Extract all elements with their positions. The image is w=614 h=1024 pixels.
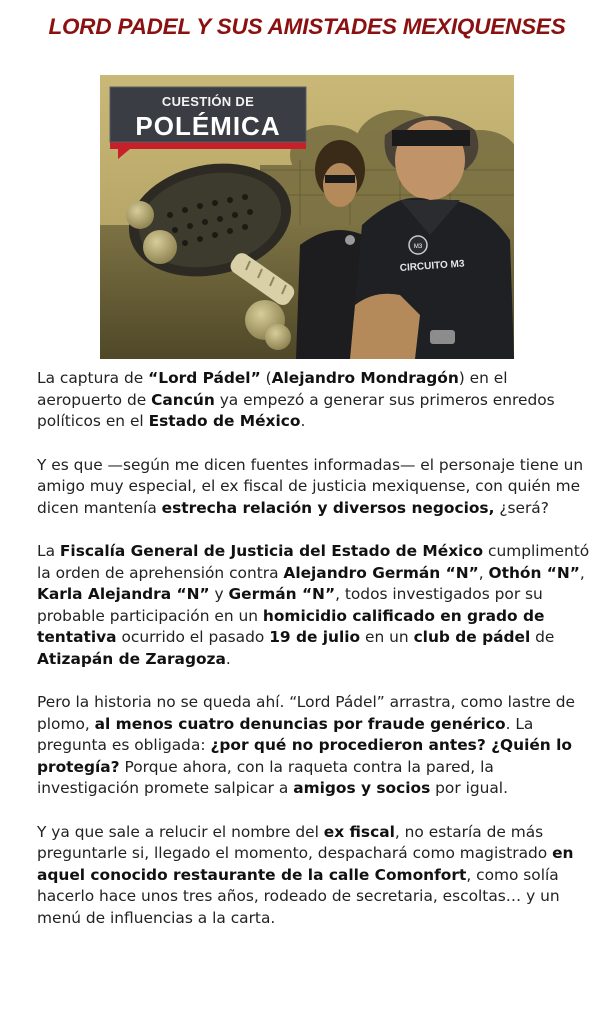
text-run: La: [37, 542, 60, 560]
text-run: ,: [579, 563, 585, 582]
bold-text: 19 de julio: [269, 628, 361, 646]
text-run: Porque ahora, con la raqueta contra la pared, la investigación promete salpicar a: [37, 757, 494, 797]
text-run: (: [260, 369, 272, 387]
text-run: ) en el aeropuerto de: [37, 369, 508, 409]
censor-bar-man: [392, 130, 470, 146]
text-run: Y ya que sale a relucir el nombre del: [37, 822, 324, 841]
paragraph-4: [37, 692, 597, 800]
text-run: , todos investigados por su probable participación en un: [37, 585, 543, 625]
text-run: Y es que —según me dicen fuentes informadas— el personaje tiene un amigo muy especial, el ex fiscal de justicia mexiquense, con quién me dicen mantenía: [37, 455, 584, 517]
banner-line-2: POLÉMICA: [135, 111, 281, 141]
shirt-text: CIRCUITO M3: [399, 258, 465, 274]
page-title: LORD PADEL Y SUS AMISTADES MEXIQUENSES: [48, 14, 566, 39]
text-run: de: [530, 628, 555, 646]
text-run: ,: [478, 563, 489, 582]
bold-text: al menos cuatro denuncias por fraude genérico: [94, 714, 506, 733]
text-run: en un: [360, 628, 414, 646]
text-run: ocurrido el pasado: [116, 628, 270, 646]
text-run: .: [300, 412, 306, 430]
paragraph-3: [37, 541, 597, 670]
watch-icon: [430, 330, 455, 344]
bold-text: club de pádel: [413, 628, 531, 646]
bold-text: Germán “N”: [228, 585, 336, 603]
bold-text: ex fiscal: [323, 822, 395, 841]
text-run: Pero la historia no se queda ahí. “Lord Pádel” arrastra, como lastre de plomo,: [37, 693, 576, 733]
bold-text: Atizapán de Zaragoza: [37, 649, 226, 668]
bold-text: estrecha relación y diversos negocios,: [161, 498, 495, 517]
bold-text: Othón “N”: [488, 563, 580, 582]
text-run: ¿será?: [494, 498, 549, 517]
bold-text: Estado de México: [148, 412, 301, 430]
text-run: y: [209, 585, 229, 603]
paragraph-5: [37, 822, 597, 930]
shirt-logo-text: M3: [413, 244, 423, 250]
bold-text: Fiscalía General de Justicia del Estado de México: [59, 542, 484, 560]
bold-text: homicidio calificado en grado de tentativa: [37, 606, 545, 646]
bold-text: ¿por qué no procedieron antes? ¿Quién lo protegía?: [37, 736, 572, 776]
bold-text: Karla Alejandra “N”: [37, 585, 210, 603]
bold-text: “Lord Pádel”: [148, 369, 261, 387]
bold-text: Cancún: [151, 390, 215, 409]
text-run: cumplimentó la orden de aprehensión contra: [37, 542, 590, 582]
bold-text: Alejandro Mondragón: [271, 369, 459, 387]
text-run: , no estaría de más preguntarle si, llegado el momento, despachará como magistrado: [37, 822, 553, 862]
text-run: .: [225, 649, 231, 668]
article-body: [37, 368, 597, 951]
bold-text: Alejandro Germán “N”: [283, 563, 479, 582]
text-run: La captura de: [37, 369, 149, 387]
cuestion-de-polemica-banner: [110, 87, 306, 159]
paragraph-2: [37, 455, 597, 520]
text-run: . La pregunta es obligada:: [37, 714, 534, 754]
text-run: por igual.: [430, 779, 508, 797]
bold-text: amigos y socios: [293, 779, 431, 797]
article-photo: [100, 75, 514, 359]
paragraph-1: [37, 368, 597, 433]
text-run: , como solía hacerlo hace unos tres años, rodeado de secretaria, escoltas… y un menú de influencias a la carta.: [37, 865, 560, 927]
bold-text: en aquel conocido restaurante de la calle Comonfort: [37, 844, 574, 884]
censor-bar-woman: [325, 175, 355, 183]
text-run: ya empezó a generar sus primeros enredos políticos en el: [37, 390, 555, 430]
banner-line-1: CUESTIÓN DE: [161, 94, 255, 109]
